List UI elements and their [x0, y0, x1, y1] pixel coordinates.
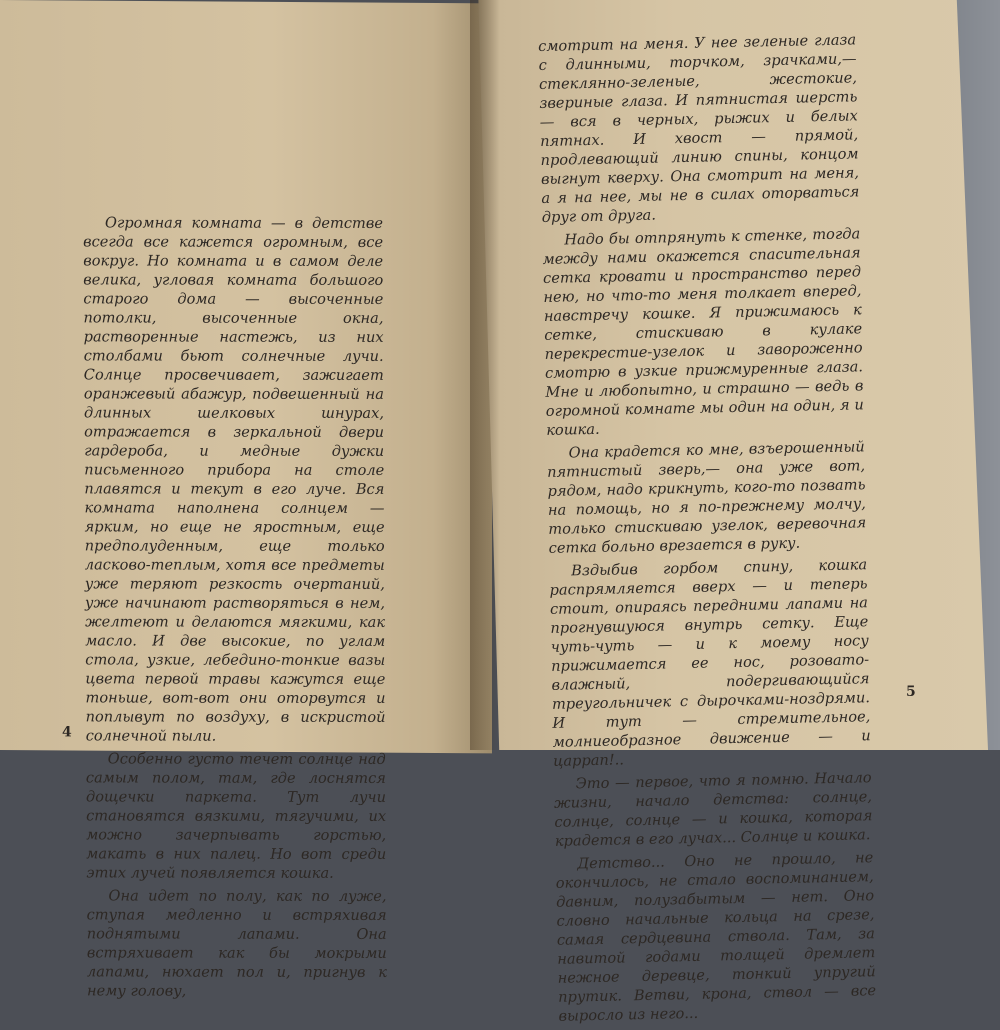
paragraph: смотрит на меня. У нее зеленые глаза с длинными, торчком, зрачками,— стеклянно-зеленые, жестокие, звериные глаза. И пятнистая шерсть — вся в черных, рыжих и белых пятнах. И хвост — прямой, продлевающий линию спины, концом выгнут кверху. Она смотрит на меня, а я на нее, мы не в силах оторваться друг от друга. — [538, 31, 860, 226]
paragraph: Она идет по полу, как по луже, ступая медленно и встряхивая поднятыми лапами. Она встряхивает как бы мокрыми лапами, нюхает пол и, пригнув к нему голову, — [86, 887, 387, 1000]
paragraph: Вздыбив горбом спину, кошка распрямляется вверх — и теперь стоит, опираясь передними лапами на прогнувшуюся внутрь сетку. Еще чуть-чуть — и к моему носу прижимается ее нос, розовато-влажный, подергивающийся треугольничек с дырочками-ноздрями. И тут — стремительное, молниеобразное движение — и царрап!.. — [549, 556, 871, 770]
paragraph: Она крадется ко мне, взъерошенный пятнистый зверь,— она уже вот, рядом, надо крикнуть, кого-то позвать на помощь, но я по-прежнему молчу, только стискиваю узелок, веревочная сетка больно врезается в руку. — [546, 438, 867, 557]
left-page-text — [83, 213, 387, 1005]
page-number-left: 4 — [62, 724, 72, 741]
left-page — [0, 0, 492, 1000]
paragraph: Детство... Оно не прошло, не окончилось, не стало воспоминанием, давним, полузабытым — нет. Оно словно начальные кольца на срезе, самая сердцевина ствола. Там, за навитой годами толщей дремлет нежное деревце, тонкий упругий прутик. Ветви, крона, ствол — все выросло из него... — [555, 849, 877, 1025]
paragraph: Особенно густо течет солнце над самым полом, там, где лоснятся дощечки паркета. Тут лучи становятся вязкими, тягучими, их можно зачерпывать горстью, макать в них палец. Но вот среди этих лучей появляется кошка. — [85, 750, 387, 882]
page-number-right: 5 — [906, 684, 916, 700]
book-gutter-shadow — [470, 0, 500, 750]
paragraph: Надо бы отпрянуть к стенке, тогда между нами окажется спасительная сетка кровати и пространство перед нею, но что-то меня толкает вперед, навстречу кошке. Я прижимаюсь к сетке, стискиваю в кулаке перекрестие-узелок и завороженно смотрю в узкие прижмуренные глаза. Мне и любопытно, и страшно — ведь в огромной комнате мы один на один, я и кошка. — [542, 225, 864, 439]
paragraph: Огромная комната — в детстве всегда все кажется огромным, все вокруг. Но комната и в самом деле велика, угловая комната большого старого дома — высоченные потолки, высоченные окна, растворенные настежь, из них столбами бьют солнечные лучи. Солнце просвечивает, зажигает оранжевый абажур, подвешенный на длинных шелковых шнурах, отражается в зеркальной двери гардероба, и медные дужки письменного прибора на столе плавятся и текут в его луче. Вся комната наполнена солнцем — ярким, но еще не яростным, еще предполуденным, еще только ласково-теплым, хотя все предметы уже теряют резкость очертаний, уже начинают растворяться в нем, желтеют и делаются мягкими, как масло. И две высокие, по углам стола, узкие, лебедино-тонкие вазы цвета первой травы кажутся еще тоньше, вот-вот они оторвутся и поплывут по воздуху, в искристой солнечной пыли. — [83, 214, 386, 745]
right-page-text — [538, 30, 877, 1029]
paragraph: Это — первое, что я помню. Начало жизни, начало детства: солнце, солнце, солнце — и кошка, которая крадется в его лучах... Солнце и кошка. — [553, 769, 873, 850]
